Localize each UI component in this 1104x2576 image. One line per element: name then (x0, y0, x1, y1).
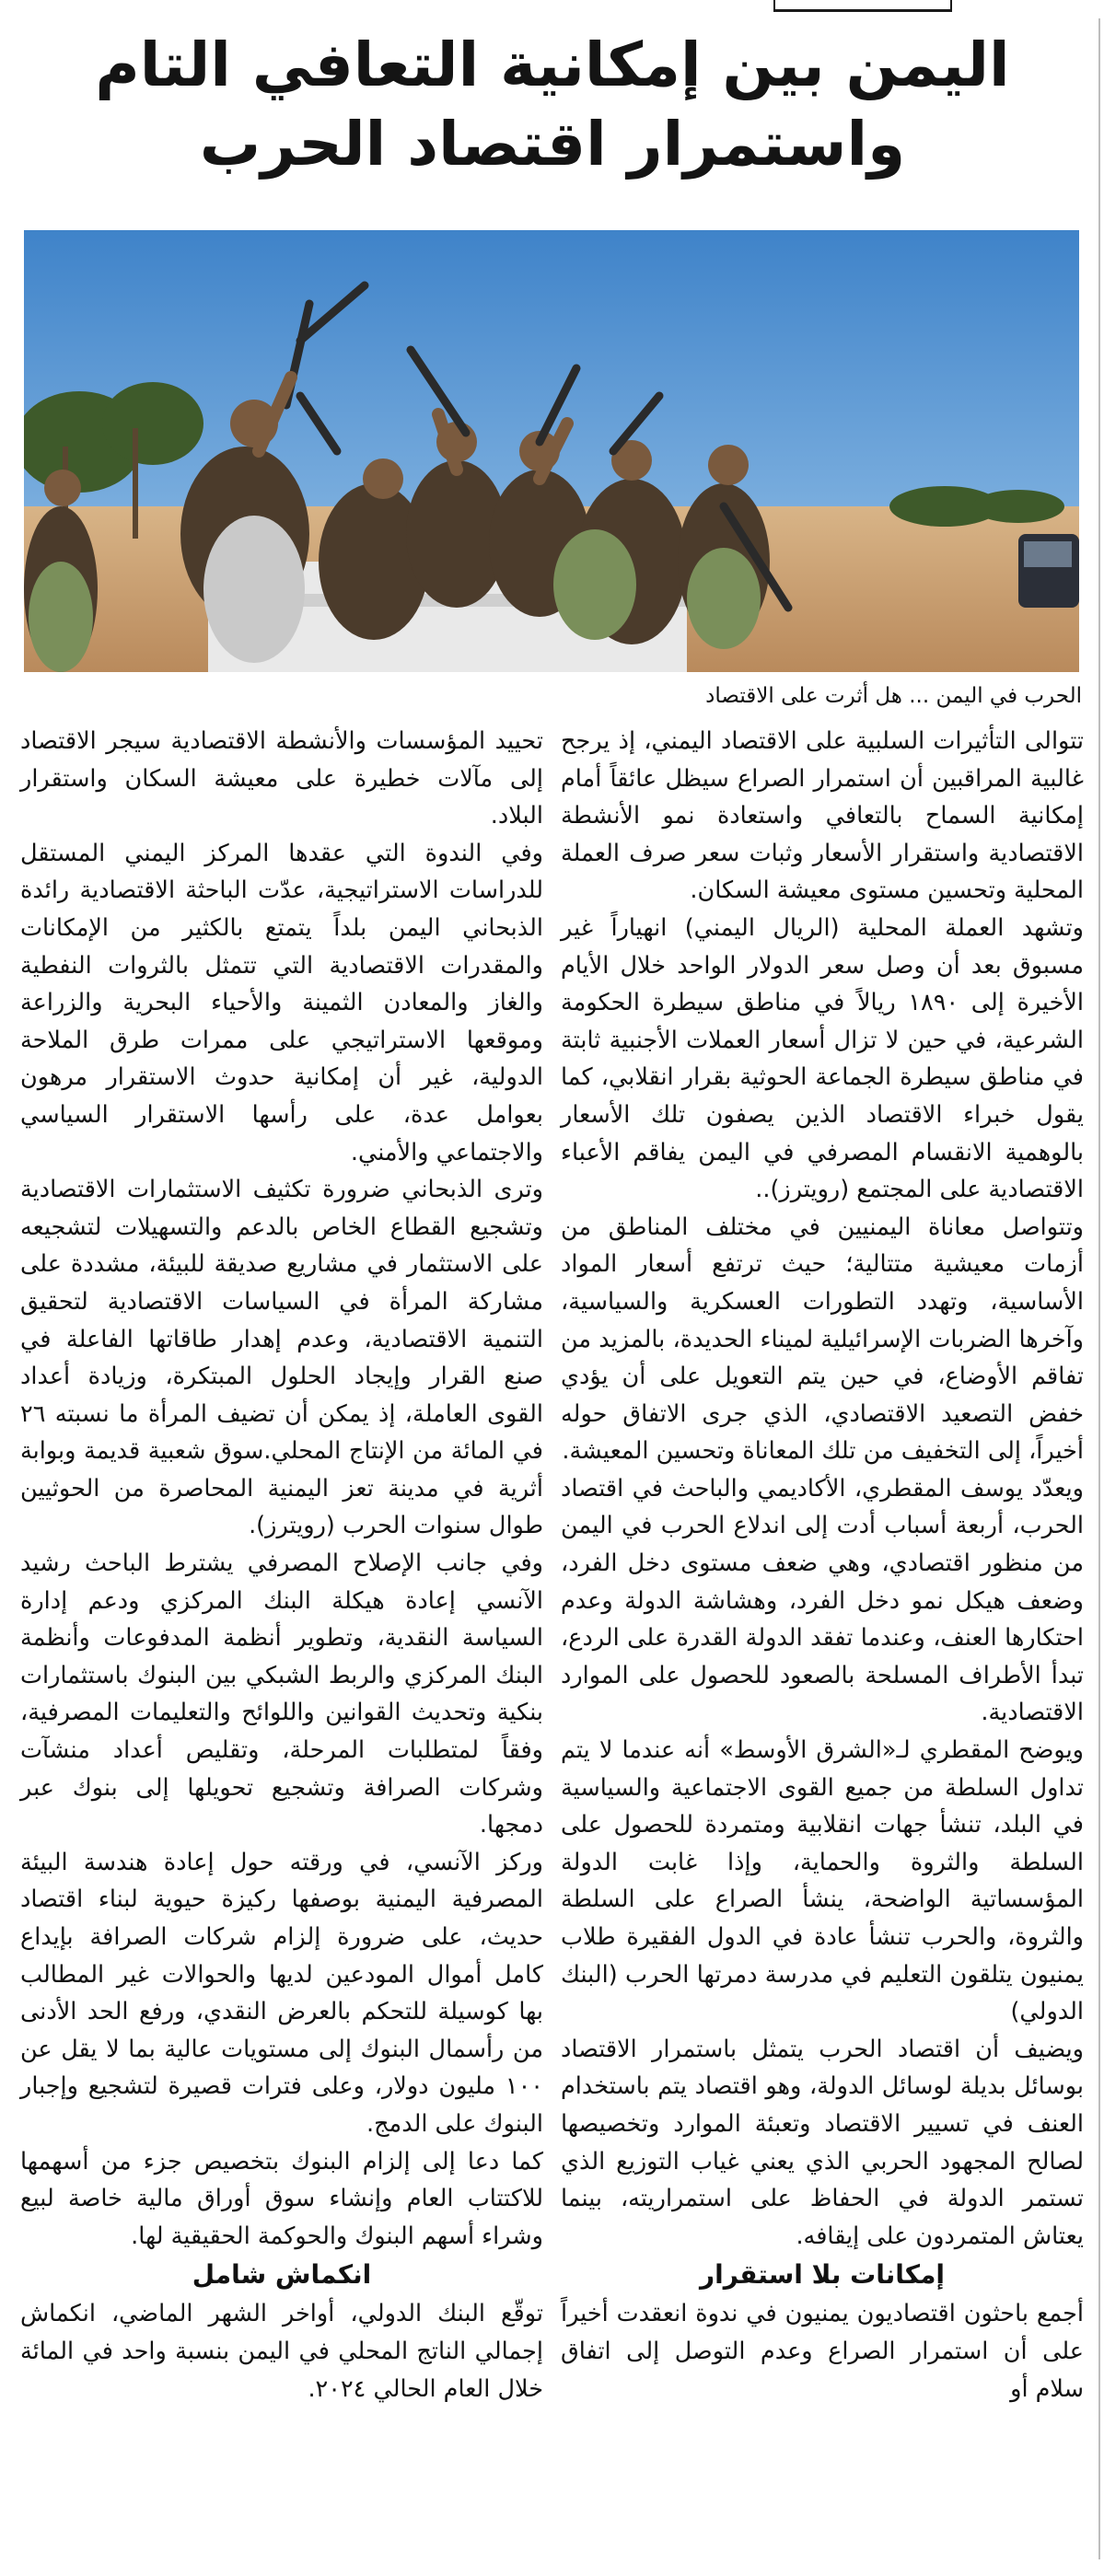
article-paragraph: وترى الذبحاني ضرورة تكثيف الاستثمارات الاقتصادية وتشجيع القطاع الخاص بالدعم والتسهيلات لتشجيعه على الاستثمار في مشاريع صديقة للبيئة، مشددة على مشاركة المرأة في السياسات الاقتصادية لتحقيق التنمية الاقتصادية، وعدم إهدار طاقاتها الفاعلة في صنع القرار وإيجاد الحلول المبتكرة، وزيادة أعداد القوى العاملة، إذ يمكن أن تضيف المرأة ما نسبته ٢٦ في المائة من الإنتاج المحلي.سوق شعبية قديمة وبوابة أثرية في مدينة تعز اليمنية المحاصرة من الحوثيين طوال سنوات الحرب (رويترز). (20, 1176, 543, 1540)
article-paragraph: ويضيف أن اقتصاد الحرب يتمثل باستمرار الاقتصاد بوسائل بديلة لوسائل الدولة، وهو اقتصاد يتم باستخدام العنف في تسيير الاقتصاد وتعبئة الموارد وتخصيصها لصالح المجهود الحربي الذي يعني غياب التوزيع الذي تستمر الدولة في الحفاظ على استمراريته، بينما يعتاش المتمردون على إيقافه. (561, 2035, 1084, 2250)
section-subheading: إمكانات بلا استقرار (699, 2259, 945, 2291)
article-paragraph: أجمع باحثون اقتصاديون يمنيون في ندوة انعقدت أخيراً على أن استمرار الصراع وعدم التوصل إلى اتفاق سلام أو (561, 2300, 1084, 2403)
section-subheading: انكماش شامل (192, 2259, 372, 2291)
article-paragraph: وفي الندوة التي عقدها المركز اليمني المستقل للدراسات الاستراتيجية، عدّت الباحثة الاقتصادية رائدة الذبحاني اليمن بلداً يتمتع بالكثير من الإمكانات والمقدرات الاقتصادية التي تتمثل بالثروات النفطية والغاز والمعادن الثمينة والأحياء البحرية والزراعة وموقعها الاستراتيجي على ممرات طرق الملاحة الدولية، غير أن إمكانية حدوث الاستقرار مرهون بعوامل عدة، على رأسها الاستقرار السياسي والاجتماعي والأمني. (20, 839, 543, 1166)
headline-line-2: واستمرار اقتصاد الحرب (199, 109, 906, 180)
article-column-right (561, 723, 1084, 2408)
article-paragraph: وركز الآنسي، في ورقته حول إعادة هندسة البيئة المصرفية اليمنية بوصفها ركيزة حيوية لبناء اقتصاد حديث، على ضرورة إلزام شركات الصرافة بإيداع كامل أموال المودعين لديها والحوالات غير المطالب بها كوسيلة للتحكم بالعرض النقدي، ورفع الحد الأدنى من رأسمال البنوك إلى مستويات عالية بما لا يقل عن ١٠٠ مليون دولار، وعلى فترات قصيرة لتشجيع وإجبار البنوك على الدمج. (20, 1848, 543, 2138)
article-paragraph: توقّع البنك الدولي، أواخر الشهر الماضي، انكماش إجمالي الناتج المحلي في اليمن بنسبة واحد في المائة خلال العام الحالي ٢٠٢٤. (20, 2300, 543, 2403)
article-paragraph: ويوضح المقطري لـ«الشرق الأوسط» أنه عندما لا يتم تداول السلطة من جميع القوى الاجتماعية والسياسية في البلد، تنشأ جهات انقلابية ومتمردة للحصول على السلطة والثروة والحماية، وإذا غابت الدولة المؤسساتية الواضحة، ينشأ الصراع على السلطة والثروة، والحرب تنشأ عادة في الدول الفقيرة طلاب يمنيون يتلقون التعليم في مدرسة دمرتها الحرب (البنك الدولي) (561, 1736, 1084, 2026)
article-paragraph: تحييد المؤسسات والأنشطة الاقتصادية سيجر الاقتصاد إلى مآلات خطيرة على معيشة السكان واستقرار البلاد. (20, 727, 543, 830)
article-paragraph: وفي جانب الإصلاح المصرفي يشترط الباحث رشيد الآنسي إعادة هيكلة البنك المركزي ودعم إدارة السياسة النقدية، وتطوير أنظمة المدفوعات وأنظمة البنك المركزي والربط الشبكي بين البنوك باستثمارات بنكية وتحديث القوانين واللوائح والتعليمات المصرفية، وفقاً لمتطلبات المرحلة، وتقليص أعداد منشآت وشركات الصرافة وتشجيع تحويلها إلى بنوك عبر دمجها. (20, 1549, 543, 1839)
article-paragraph: وتتواصل معاناة اليمنيين في مختلف المناطق من أزمات معيشية متتالية؛ حيث ترتفع أسعار المواد الأساسية، وتهدد التطورات العسكرية والسياسية، وآخرها الضربات الإسرائيلية لميناء الحديدة، بالمزيد من تفاقم الأوضاع، في حين يتم التعويل على أن يؤدي خفض التصعيد الاقتصادي، الذي جرى الاتفاق حوله أخيراً، إلى التخفيف من تلك المعاناة وتحسين المعيشة. (561, 1213, 1084, 1466)
article-headline (18, 26, 1087, 184)
page-edge-divider (1098, 18, 1100, 2559)
article-paragraph: ويعدّد يوسف المقطري، الأكاديمي والباحث في اقتصاد الحرب، أربعة أسباب أدت إلى اندلاع الحرب في اليمن من منظور اقتصادي، وهي ضعف مستوى دخل الفرد، وضعف هيكل نمو دخل الفرد، وهشاشة الدولة وعدم احتكارها العنف، وعندما تفقد الدولة القدرة على الردع، تبدأ الأطراف المسلحة بالصعود للحصول على الموارد الاقتصادية. (561, 1474, 1084, 1727)
article-photo (24, 230, 1079, 672)
headline-line-1: اليمن بين إمكانية التعافي التام (95, 29, 1010, 100)
masthead-rule (773, 0, 952, 12)
article-column-left (20, 723, 543, 2408)
article-paragraph: وتشهد العملة المحلية (الريال اليمني) انهياراً غير مسبوق بعد أن وصل سعر الدولار الواحد خلال الأيام الأخيرة إلى ١٨٩٠ ريالاً في مناطق سيطرة الحكومة الشرعية، في حين لا تزال أسعار العملات الأجنبية ثابتة في مناطق سيطرة الجماعة الحوثية بقرار انقلابي، كما يقول خبراء الاقتصاد الذين يصفون تلك الأسعار بالوهمية الانقسام المصرفي في اليمن يفاقم الأعباء الاقتصادية على المجتمع (رويترز).. (561, 913, 1084, 1204)
photo-caption: الحرب في اليمن ... هل أثرت على الاقتصاد (705, 684, 1082, 708)
photo-gunmen-truck-icon (24, 230, 1079, 672)
article-paragraph: كما دعا إلى إلزام البنوك بتخصيص جزء من أسهمها للاكتتاب العام وإنشاء سوق أوراق مالية خاصة لبيع وشراء أسهم البنوك والحوكمة الحقيقية لها. (20, 2147, 543, 2250)
article-paragraph: تتوالى التأثيرات السلبية على الاقتصاد اليمني، إذ يرجح غالبية المراقبين أن استمرار الصراع سيظل عائقاً أمام إمكانية السماح بالتعافي واستعادة نمو الأنشطة الاقتصادية واستقرار الأسعار وثبات سعر صرف العملة المحلية وتحسين مستوى معيشة السكان. (561, 727, 1084, 905)
